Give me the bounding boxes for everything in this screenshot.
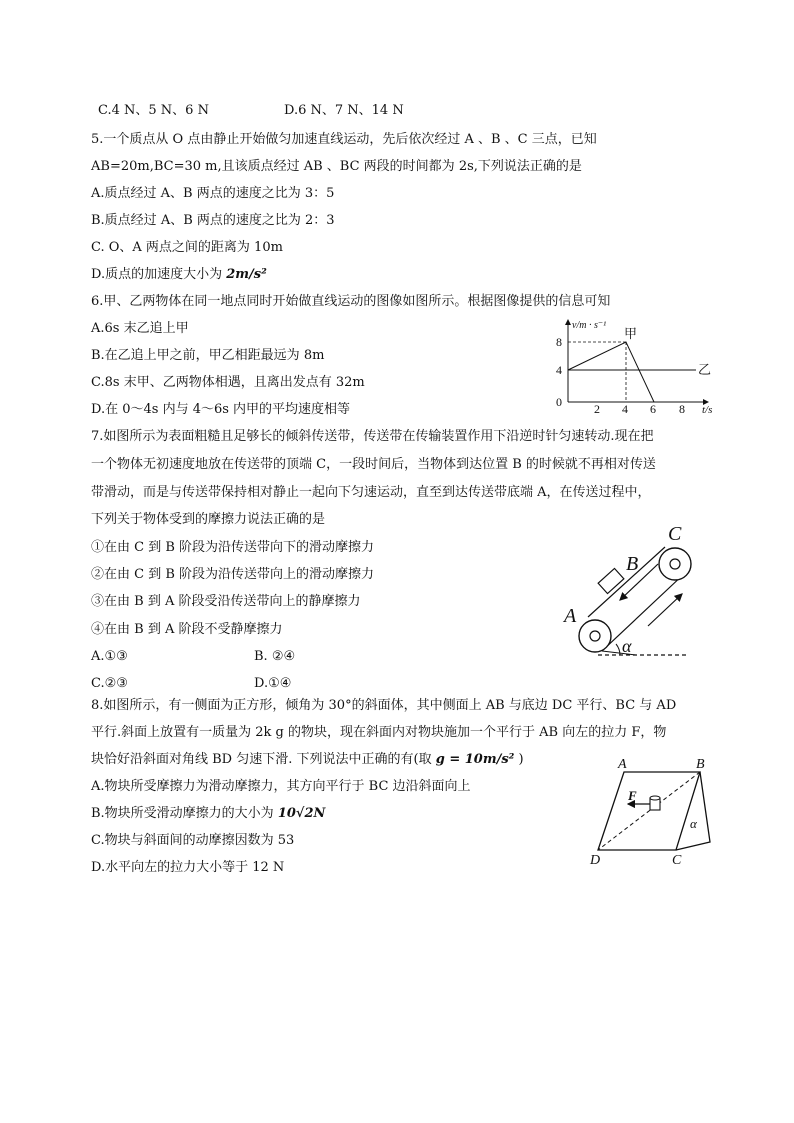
q4-option-c: C.4 N、5 N、6 N [98,103,209,118]
incline-block-top [650,796,660,800]
q7-statement-2: ②在由 C 到 B 阶段为沿传送带向上的滑动摩擦力 [91,567,375,582]
incline-side [676,772,710,850]
q7-stem-line1: 7.如图所示为表面粗糙且足够长的倾斜传送带，传送带在传输装置作用下沿逆时针匀速转动.现在把 [91,429,654,444]
q7-statement-4: ④在由 B 到 A 阶段不受静摩擦力 [91,622,283,637]
q6-option-d: D.在 0～4s 内与 4～6s 内甲的平均速度相等 [91,402,351,417]
x-tick-2: 2 [594,402,600,416]
belt-label-b: B [626,553,639,575]
y-tick-4: 4 [556,363,562,377]
q8-option-b [91,805,325,823]
q8-option-b-text: B.物块所受滑动摩擦力的大小为 [91,806,274,821]
incline-label-d: D [590,853,601,868]
q6-option-a: A.6s 末乙追上甲 [91,321,189,336]
roller-top-axle [670,559,680,569]
q5-option-c: C. O、A 两点之间的距离为 10m [91,240,283,255]
q8-option-d: D.水平向左的拉力大小等于 12 N [91,860,285,875]
incline-figure [584,756,714,868]
q7-option-b: B. ②④ [254,649,296,664]
q5-option-d-math: 2m/s² [226,267,267,282]
q6-stem: 6.甲、乙两物体在同一地点同时开始做直线运动的图像如图所示。根据图像提供的信息可知 [91,294,611,309]
q5-option-d-text: D.质点的加速度大小为 [91,267,223,282]
q6-option-c: C.8s 末甲、乙两物体相遇，且离出发点有 32m [91,375,365,390]
belt-label-alpha: α [622,636,632,656]
q5-option-a: A.质点经过 A、B 两点的速度之比为 3：5 [91,186,335,201]
incline-label-b: B [696,757,705,772]
q7-stem-line2: 一个物体无初速度地放在传送带的顶端 C，一段时间后，当物体到达位置 B 的时候就不再相对传送 [91,457,656,472]
q8-option-a: A.物块所受摩擦力为滑动摩擦力，其方向平行于 BC 边沿斜面向上 [91,779,471,794]
q8-stem-line2: 平行.斜面上放置有一质量为 2k g 的物块，现在斜面内对物块施加一个平行于 AB 向左的拉力 F，物 [91,725,667,740]
motion-arrow-up [648,594,682,626]
jia-line [568,342,654,402]
q7-option-d: D.①④ [254,676,292,691]
x-tick-4: 4 [622,402,628,416]
q8-stem-line3 [91,751,524,769]
origin-label: 0 [556,395,562,409]
q7-option-a: A.①③ [91,649,128,664]
conveyor-belt-figure [562,518,702,663]
vt-graph [548,316,718,416]
q7-stem-line4: 下列关于物体受到的摩擦力说法正确的是 [91,512,326,527]
q8-stem-line1: 8.如图所示，有一侧面为正方形，倾角为 30°的斜面体，其中侧面上 AB 与底边 DC 平行、BC 与 AD [91,698,677,713]
q5-option-d [91,266,267,284]
x-axis-label: t/s [702,404,713,416]
q6-option-b: B.在乙追上甲之前，甲乙相距最远为 8m [91,348,325,363]
incline-label-f: F [628,788,637,803]
incline-label-a: A [618,757,627,772]
belt-label-c: C [668,523,682,545]
q5-stem-line1: 5.一个质点从 O 点由静止开始做匀加速直线运动，先后依次经过 A 、B 、C 三点，已知 [91,132,597,147]
q7-option-c: C.②③ [91,676,128,691]
q8-option-b-math: 10√2N [277,806,326,821]
q7-stem-line3: 带滑动，而是与传送带保持相对静止一起向下匀速运动，直至到达传送带底端 A，在传送过程中， [91,485,651,500]
label-yi: 乙 [698,362,712,377]
q5-stem-line2: AB=20m,BC=30 m,且该质点经过 AB 、BC 两段的时间都为 2s,下列说法正确的是 [91,159,582,174]
label-jia: 甲 [624,326,638,341]
diagonal-bd [598,772,700,850]
roller-bottom-axle [590,631,600,641]
q5-option-b: B.质点经过 A、B 两点的速度之比为 2：3 [91,213,335,228]
q8-stem-line3-text: 块恰好沿斜面对角线 BD 匀速下滑. 下列说法中正确的有(取 [91,752,432,767]
y-tick-8: 8 [556,335,562,349]
belt-label-a: A [564,605,577,627]
block [598,568,624,593]
q7-statement-3: ③在由 B 到 A 阶段受沿传送带向上的静摩擦力 [91,594,361,609]
incline-label-alpha: α [690,816,697,831]
y-axis-label: v/m · s⁻¹ [572,320,607,331]
x-tick-8: 8 [679,402,685,416]
q7-statement-1: ①在由 C 到 B 阶段为沿传送带向下的滑动摩擦力 [91,540,375,555]
q8-stem-line3-end: ) [518,752,524,767]
q8-option-c: C.物块与斜面间的动摩擦因数为 53 [91,833,295,848]
q8-stem-math: g = 10m/s² [435,752,515,767]
x-tick-6: 6 [650,402,656,416]
q4-option-d: D.6 N、7 N、14 N [284,103,404,118]
incline-label-c: C [672,853,682,868]
